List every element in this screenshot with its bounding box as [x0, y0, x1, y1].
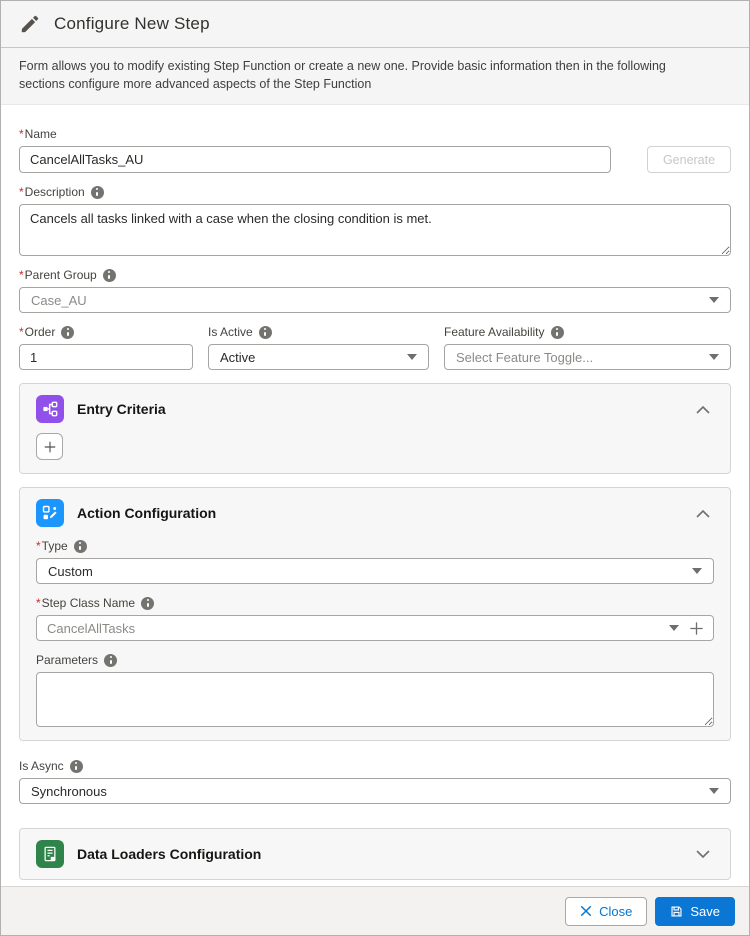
info-icon [141, 597, 154, 610]
name-label: * Name [19, 127, 57, 141]
info-icon [259, 326, 272, 339]
is-active-select[interactable] [208, 344, 429, 370]
close-icon [580, 905, 592, 917]
step-class-name-combobox[interactable] [36, 615, 714, 641]
close-button-label: Close [599, 903, 633, 919]
is-async-value: Synchronous [31, 783, 107, 799]
is-async-select[interactable] [19, 778, 731, 804]
dialog-description-text: Form allows you to modify existing Step Function or create a new one. Provide basic information then in the following sections configure more advanced aspects of the Step Function [19, 59, 666, 92]
is-async-label: Is Async [19, 759, 64, 774]
info-icon [74, 540, 87, 553]
add-entry-criteria-button[interactable] [36, 433, 63, 460]
parent-group-value: Case_AU [31, 292, 87, 308]
is-active-label: Is Active [208, 325, 253, 340]
chevron-down-icon [692, 568, 702, 574]
chevron-down-icon [407, 354, 417, 360]
is-active-value: Active [220, 349, 256, 365]
parent-group-label: * Parent Group [19, 268, 97, 282]
data-loaders-section [19, 828, 731, 880]
form-body [1, 105, 749, 886]
collapse-section-button[interactable] [692, 507, 714, 520]
entry-criteria-icon [36, 395, 64, 423]
order-label: * Order [19, 325, 55, 339]
dialog-title: Configure New Step [54, 14, 210, 33]
dialog-description [1, 48, 749, 105]
type-label: * Type [36, 539, 68, 553]
order-input[interactable] [19, 344, 193, 370]
info-icon [70, 760, 83, 773]
save-icon [670, 905, 683, 918]
expand-section-button[interactable] [692, 848, 714, 861]
feature-availability-label: Feature Availability [444, 325, 545, 340]
info-icon [91, 186, 104, 199]
entry-criteria-title: Entry Criteria [77, 401, 166, 418]
save-button-label: Save [690, 903, 720, 919]
collapse-section-button[interactable] [692, 403, 714, 416]
save-button[interactable] [655, 897, 735, 926]
action-configuration-icon [36, 499, 64, 527]
dialog-header [1, 1, 749, 48]
data-loaders-title: Data Loaders Configuration [77, 846, 262, 863]
dialog-footer [1, 886, 749, 935]
chevron-up-icon [696, 509, 710, 518]
chevron-down-icon[interactable] [669, 625, 679, 631]
chevron-down-icon [696, 850, 710, 859]
close-button[interactable] [565, 897, 647, 926]
add-step-class-icon[interactable] [689, 621, 704, 636]
parameters-textarea[interactable] [36, 672, 714, 727]
name-input[interactable] [19, 146, 611, 173]
chevron-down-icon [709, 788, 719, 794]
entry-criteria-section [19, 383, 731, 474]
step-class-name-input[interactable] [36, 615, 714, 641]
description-label: * Description [19, 185, 85, 199]
parent-group-select[interactable] [19, 287, 731, 313]
feature-availability-select[interactable] [444, 344, 731, 370]
action-configuration-section [19, 487, 731, 741]
feature-availability-placeholder: Select Feature Toggle... [456, 349, 594, 365]
chevron-down-icon [709, 354, 719, 360]
pencil-icon [19, 13, 41, 35]
type-select[interactable] [36, 558, 714, 584]
description-textarea[interactable] [19, 204, 731, 256]
info-icon [61, 326, 74, 339]
info-icon [104, 654, 117, 667]
chevron-up-icon [696, 405, 710, 414]
plus-icon [43, 440, 57, 454]
type-value: Custom [48, 563, 93, 579]
parameters-label: Parameters [36, 653, 99, 668]
data-loaders-icon [36, 840, 64, 868]
chevron-down-icon [709, 297, 719, 303]
action-configuration-title: Action Configuration [77, 505, 217, 522]
info-icon [551, 326, 564, 339]
info-icon [103, 269, 116, 282]
step-class-name-label: * Step Class Name [36, 596, 135, 610]
generate-button[interactable]: Generate [647, 146, 731, 173]
